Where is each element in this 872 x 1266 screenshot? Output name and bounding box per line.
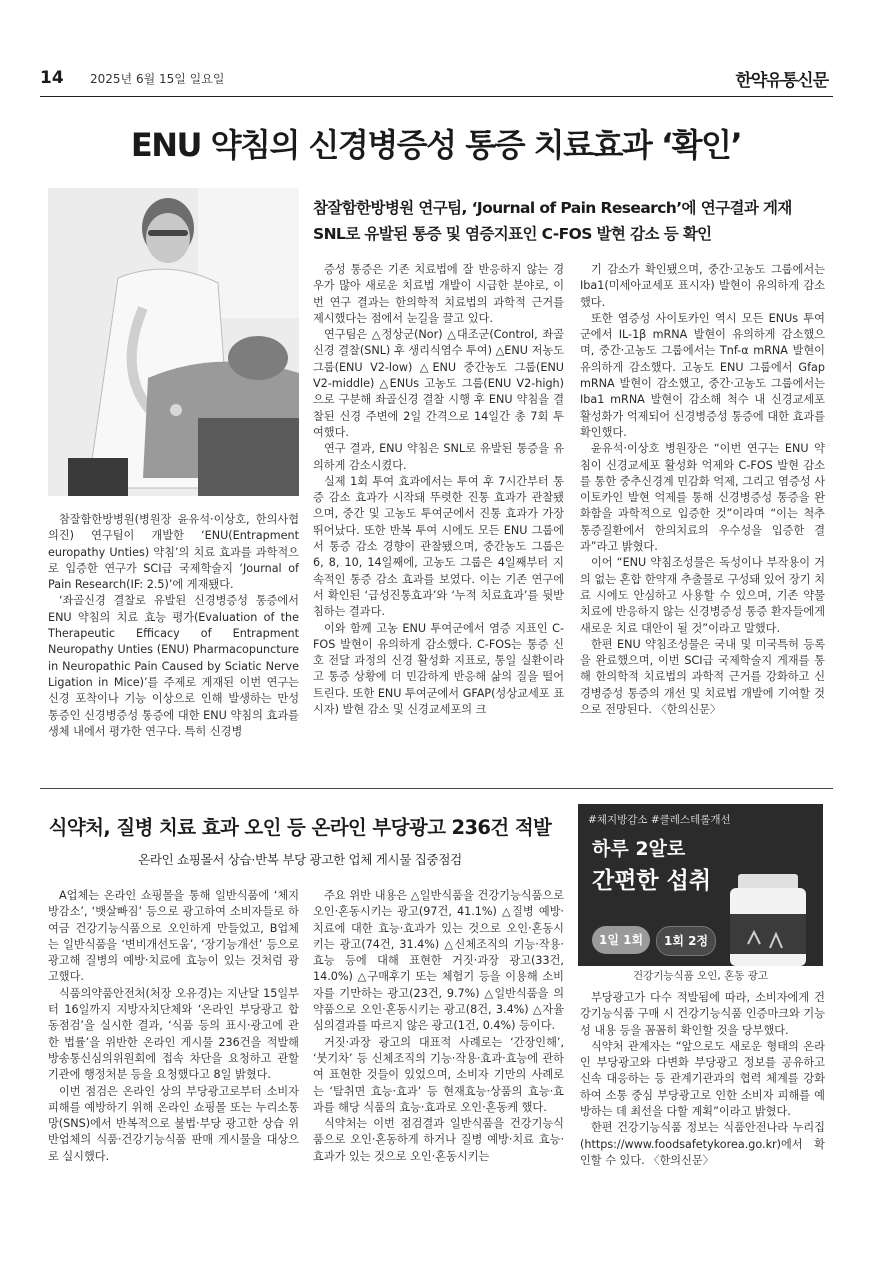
paragraph: ‘좌골신경 결찰로 유발된 신경병증성 통증에서 ENU 약침의 치료 효능 평가(Evaluation of the Therapeutic Efficacy of Entrapment Neuropathy Unties (ENU) Pharmacopuncture in Neuropathic Pain Caused by Sciatic Nerve Ligation in Mice)’를 주제로 게재된 이번 연구는 신경 포착이나 기능 이상으로 인해 발생하는 만성 통증인 신경병증성 통증에 대한 ENU 약침의 효과를 생체 내에서 평가한 연구다. 특히 신경병 xyxy=(48,594,299,738)
paragraph: 또한 염증성 사이토카인 역시 모든 ENUs 투여군에서 IL-1β mRNA 발현이 유의하게 감소했으며, 중간·고농도 그룹에서는 Tnf-α mRNA 발현이 유의하게 감소했다. 고농도 ENU 그룹에서 Gfap mRNA 발현이 감소했고, 중간·고농도 그룹에서는 Iba1 mRNA 발현이 감소해 척수 내 신경교세포 활성화가 억제되어 신경병증성 통증에 대한 효과를 확인했다. xyxy=(580,311,825,439)
article1-column-3 xyxy=(580,262,825,777)
ad-hashtags: #체지방감소 #클레스테롤개선 xyxy=(588,814,731,826)
page-number: 14 xyxy=(40,68,64,88)
issue-date: 2025년 6월 15일 일요일 xyxy=(90,72,225,86)
ad-pill-daily: 1일 1회 xyxy=(592,926,650,954)
health-supplement-ad-image xyxy=(578,804,823,966)
article1-headline: ENU 약침의 신경병증성 통증 치료효과 ‘확인’ xyxy=(130,126,742,164)
paragraph: 식품의약품안전처(처장 오유경)는 지난달 15일부터 16일까지 지방자치단체와 ‘온라인 부당광고 합동점검’을 실시한 결과, ‘식품 등의 표시·광고에 관한 법률’을 위반한 온라인 게시물 236건을 적발해 방송통신심의위원회에 접속 차단을 요청하고 관할 기관에 행정처분 등을 요청했다고 8일 밝혔다. xyxy=(48,986,299,1082)
paragraph: 실제 1회 투여 효과에서는 투여 후 7시간부터 통증 감소 효과가 시작돼 뚜렷한 진통 효과가 관찰됐으며, 중간 및 고농도 투여군에서 진통 효과가 가장 뛰어났다. 또한 반복 투여 시에도 모든 ENU 그룹에서 통증 감소 경향이 관찰됐으며, 중간농도 그룹은 6, 8, 10, 14일째에, 고농도 그룹은 4일째부터 지속적인 통증 감소 효과를 보였다. 이는 기존 연구에서 확인된 ‘급성진통효과’와 ‘누적 치료효과’를 뒷받침하는 결과다. xyxy=(313,474,564,619)
ad-pill-dose: 1회 2정 xyxy=(656,926,716,956)
paragraph: 윤유석·이상호 병원장은 “이번 연구는 ENU 약침이 신경교세포 활성화 억제와 C-FOS 발현 감소를 통한 중추신경계 민감화 억제, 그리고 염증성 사이토카인 발현 억제를 통해 신경병증성 통증을 완화함을 과학적으로 입증한 것”이라며 “이는 척추 통증질환에서 한의치료의 우수성을 입증한 결과”라고 밝혔다. xyxy=(580,442,825,554)
ad-headline-1: 하루 2알로 xyxy=(592,838,686,860)
article2-column-2 xyxy=(313,888,564,1198)
header-rule xyxy=(40,96,833,97)
paragraph: 식약처 관계자는 “앞으로도 새로운 형태의 온라인 부당광고와 다변화 부당광고 정보를 공유하고 신속 대응하는 등 관계기관과의 협력 체계를 강화하여 소통 중심 부당광고로 인한 소비자 피해를 예방하는 데 최선을 다할 계획”이라고 밝혔다. xyxy=(580,1039,825,1119)
article2-subtitle: 온라인 쇼핑몰서 상습·반복 부당 광고한 업체 게시물 집중점검 xyxy=(138,852,462,867)
ad-headline-2: 간편한 섭취 xyxy=(592,868,712,894)
paragraph: 이와 함께 고농 ENU 투여군에서 염증 지표인 C-FOS 발현이 유의하게 감소했다. C-FOS는 통증 신호 전달 과정의 신경 활성화 지표로, 통일 실환이라고 통증 상황에 더 민감하게 반응해 삶의 질을 떨어트린다. 또한 ENU 투여군에서 GFAP(성상교세포 표시자) 발현 감소 및 신경교세포의 크 xyxy=(313,621,564,717)
paragraph: 이어 “ENU 약침조성물은 독성이나 부작용이 거의 없는 혼합 한약재 추출물로 구성돼 있어 장기 치료 시에도 안심하고 사용할 수 있으며, 기존 약물 치료에 반응하지 않는 신경병증성 통증 환자들에게 새로운 치료 대안이 될 것”이라고 말했다. xyxy=(580,556,825,635)
paragraph: 한편 건강기능식품 정보는 식품안전나라 누리집(https://www.foodsafetykorea.go.kr)에서 확인할 수 있다. 〈한의신문〉 xyxy=(580,1121,825,1167)
paragraph: A업체는 온라인 쇼핑몰을 통해 일반식품에 ‘체지방감소’, ‘뱃살빠짐’ 등으로 광고하여 소비자들로 하여금 건강기능식품으로 오인하게 만들었고, B업체는 일반식품을 ‘변비개선도움’, ‘장기능개선’ 등으로 광고해 질병의 예방·치료에 효능이 있는 것처럼 광고했다. xyxy=(48,889,299,984)
paragraph: 식약처는 이번 점검결과 일반식품을 건강기능식품으로 오인·혼동하게 하거나 질병 예방·치료 효능·효과가 있는 것으로 오인·혼동시키는 xyxy=(313,1117,564,1163)
paragraph: 이번 점검은 온라인 상의 부당광고로부터 소비자 피해를 예방하기 위해 온라인 쇼핑몰 또는 누리소통망(SNS)에서 반복적으로 불법·부당 광고한 상습 위반업체의 식품·건강기능식품 판매 게시물을 대상으로 실시했다. xyxy=(48,1084,299,1163)
ad-caption: 건강기능식품 오인, 혼동 광고 xyxy=(632,970,769,982)
paragraph: 기 감소가 확인됐으며, 중간·고농도 그룹에서는 Iba1(미세아교세포 표시자) 발현이 유의하게 감소했다. xyxy=(580,263,825,309)
paragraph: 거짓·과장 광고의 대표적 사례로는 ‘간장인해’, ‘붓기차’ 등 신체조직의 기능·작용·효과·효능에 관하여 표현한 것들이 있었으며, 소비자 기만의 사례로는 ‘탈취면 효능·효과’ 등 현재효능·상품의 효능·효과를 해당 식품의 효능·효과로 오인·혼동케 했다. xyxy=(313,1035,564,1114)
article-divider xyxy=(40,788,833,789)
article1-column-2 xyxy=(313,262,564,777)
supplement-bottle-icon xyxy=(718,874,818,966)
paragraph: 연구 결과, ENU 약침은 SNL로 유발된 통증을 유의하게 감소시켰다. xyxy=(313,442,564,472)
article2-column-3 xyxy=(580,990,825,1198)
article1-subtitle-2: SNL로 유발된 통증 및 염증지표인 C-FOS 발현 감소 등 확인 xyxy=(313,225,712,243)
paragraph: 참잘함한방병원(병원장 윤유석·이상호, 한의사협의진) 연구팀이 개발한 ‘ENU(Entrapment europathy Unties) 약침’의 치료 효과를 과학적으로 입증한 연구가 SCI급 국제학술지 ‘Journal of Pain Research(IF: 2.5)’에 게재됐다. xyxy=(48,513,299,592)
doctor-treatment-photo xyxy=(48,188,299,496)
article1-subtitle-1: 참잘함한방병원 연구팀, ‘Journal of Pain Research’에 연구결과 게재 xyxy=(313,199,792,217)
article2-column-1 xyxy=(48,888,299,1198)
article2-headline: 식약처, 질병 치료 효과 오인 등 온라인 부당광고 236건 적발 xyxy=(48,816,552,839)
paragraph: 부당광고가 다수 적발됨에 따라, 소비자에게 건강기능식품 구매 시 건강기능식품 인증마크와 기능성 내용 등을 꼼꼼히 확인할 것을 당부했다. xyxy=(580,991,825,1037)
paragraph: 주요 위반 내용은 △일반식품을 건강기능식품으로 오인·혼동시키는 광고(97건, 41.1%) △질병 예방·치료에 대한 효능·효과가 있는 것으로 오인·혼동시키는 광고(74건, 31.4%) △신체조직의 기능·작용·효능 등에 대해 표현한 거짓·과장 광고(33건, 14.0%) △구매후기 또는 체험기 등을 이용해 소비자를 기만하는 광고(23건, 9.7%) △일반식품을 의약품으로 오인·혼동시키는 광고(8건, 3.4%) △자율심의결과를 따르지 않은 광고(1건, 0.4%) 등이다. xyxy=(313,889,564,1033)
paragraph: 한편 ENU 약침조성물은 국내 및 미국특허 등록을 완료했으며, 이번 SCI급 국제학술지 게재를 통해 한의학적 치료법의 과학적 근거를 강화하고 신경병증성 통증의 개선 및 치료법 개발에 기여할 것으로 전망된다. 〈한의신문〉 xyxy=(580,637,825,717)
paragraph: 연구팀은 △정상군(Nor) △대조군(Control, 좌골신경 결찰(SNL) 후 생리식염수 투여) △ENU 저농도 그룹(ENU V2-low) △ENU 중간농도 그룹(ENU V2-middle) △ENUs 고농도 그룹(ENU V2-high)으로 구분해 좌골신경 결찰 시행 후 ENU 약침을 결찰된 신경 주변에 2일 간격으로 14일간 총 7회 투여했다. xyxy=(313,328,564,439)
article1-column-1 xyxy=(48,512,299,772)
newspaper-brand: 한약유통신문 xyxy=(735,71,828,91)
paragraph: 증성 통증은 기존 치료법에 잘 반응하지 않는 경우가 많아 새로운 치료법 개발이 시급한 분야로, 이번 연구 결과는 한의학적 치료법의 과학적 근거를 제시했다는 점에서 눈길을 끌고 있다. xyxy=(313,263,564,325)
acupuncture-photo-illustration xyxy=(48,188,299,496)
